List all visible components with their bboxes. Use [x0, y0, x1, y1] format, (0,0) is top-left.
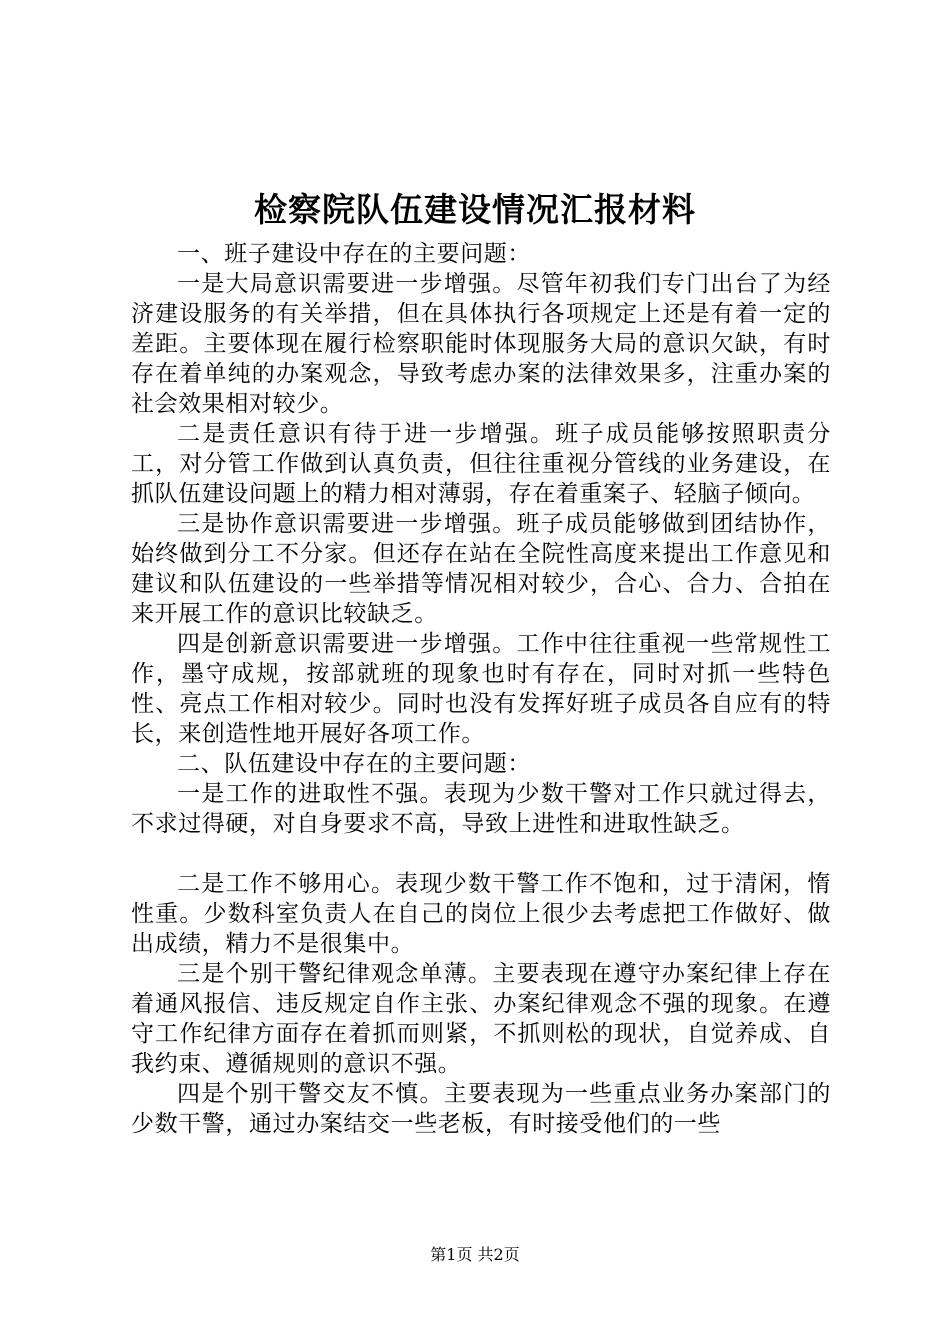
body-paragraph: 四是创新意识需要进一步增强。工作中往往重视一些常规性工作，墨守成规，按部就班的现象也时有存在，同时对抓一些特色性、亮点工作相对较少。同时也没有发挥好班子成员各自应有的特长，来创造性地开展好各项工作。	[131, 631, 831, 747]
document-title: 检察院队伍建设情况汇报材料	[254, 190, 696, 229]
section-heading: 二、队伍建设中存在的主要问题：	[177, 751, 531, 777]
body-paragraph: 三是协作意识需要进一步增强。班子成员能够做到团结协作，始终做到分工不分家。但还存在站在全院性高度来提出工作意见和建议和队伍建设的一些举措等情况相对较少，合心、合力、合拍在来开展工作的意识比较缺乏。	[131, 511, 831, 627]
body-paragraph: 二是责任意识有待于进一步增强。班子成员能够按照职责分工，对分管工作做到认真负责，但往往重视分管线的业务建设，在抓队伍建设问题上的精力相对薄弱，存在着重案子、轻脑子倾向。	[131, 421, 831, 507]
document-body	[131, 239, 831, 1139]
section-heading: 一、班子建设中存在的主要问题：	[177, 241, 531, 267]
body-paragraph: 二是工作不够用心。表现少数干警工作不饱和，过于清闲，惰性重。少数科室负责人在自己的岗位上很少去考虑把工作做好、做出成绩，精力不是很集中。	[131, 871, 831, 957]
page-number-footer: 第1页 共2页	[430, 1245, 520, 1264]
body-paragraph: 一是大局意识需要进一步增强。尽管年初我们专门出台了为经济建设服务的有关举措，但在具体执行各项规定上还是有着一定的差距。主要体现在履行检察职能时体现服务大局的意识欠缺，有时存在着单纯的办案观念，导致考虑办案的法律效果多，注重办案的社会效果相对较少。	[131, 271, 831, 417]
body-paragraph: 四是个别干警交友不慎。主要表现为一些重点业务办案部门的少数干警，通过办案结交一些老板，有时接受他们的一些	[131, 1081, 831, 1137]
body-paragraph: 一是工作的进取性不强。表现为少数干警对工作只就过得去，不求过得硬，对自身要求不高，导致上进性和进取性缺乏。	[131, 781, 831, 837]
body-paragraph: 三是个别干警纪律观念单薄。主要表现在遵守办案纪律上存在着通风报信、违反规定自作主张、办案纪律观念不强的现象。在遵守工作纪律方面存在着抓而则紧，不抓则松的现状，自觉养成、自我约束、遵循规则的意识不强。	[131, 961, 831, 1077]
